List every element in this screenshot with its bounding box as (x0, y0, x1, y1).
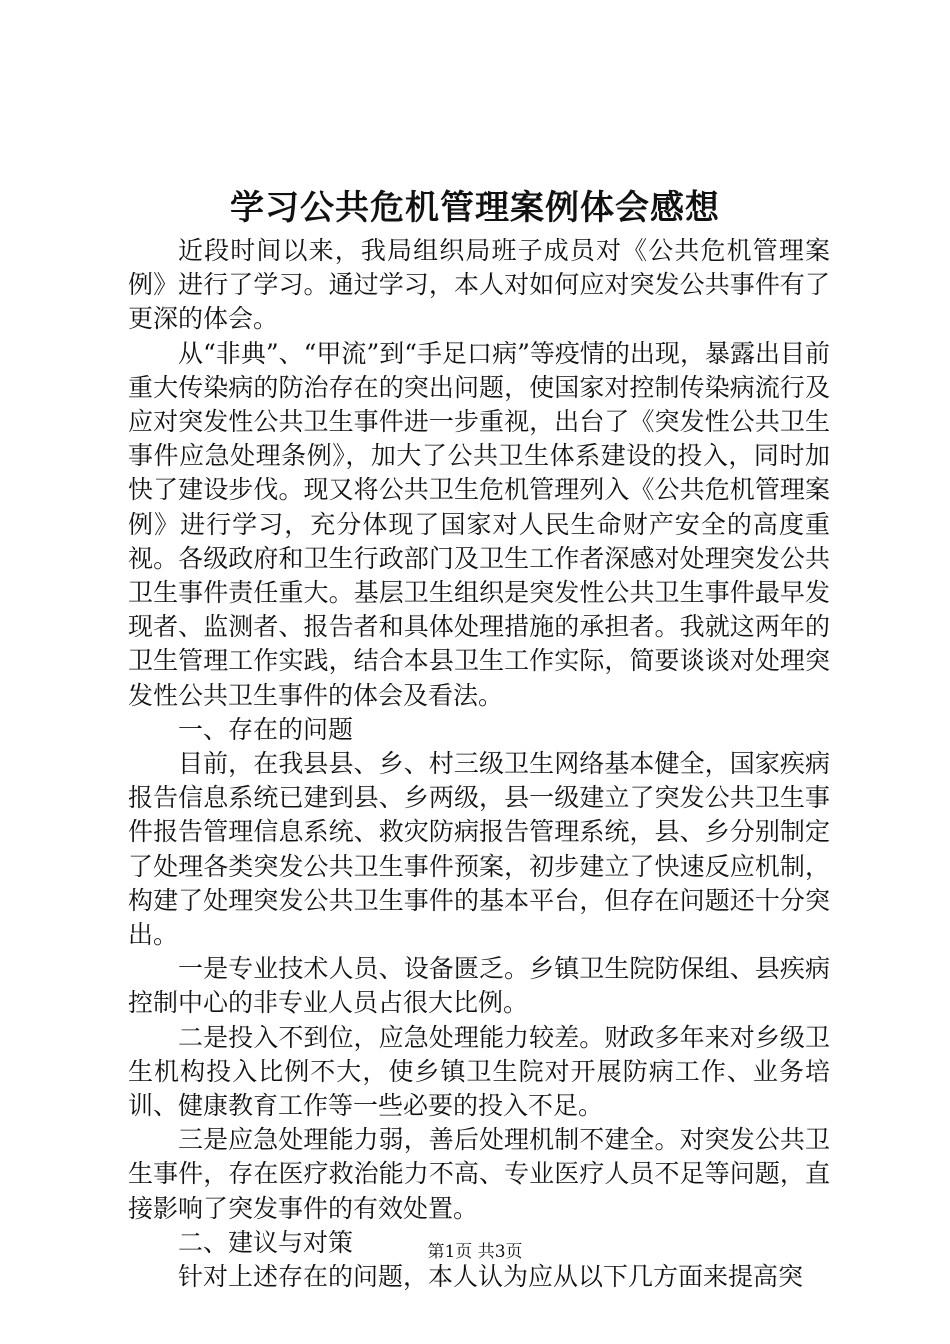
paragraph-suggestions-intro: 针对上述存在的问题，本人认为应从以下几方面来提高突 (178, 1262, 804, 1292)
paragraph-intro: 近段时间以来，我局组织局班子成员对《公共危机管理案例》进行了学习。通过学习，本人对如何应对突发公共事件有了更深的体会。 (128, 236, 830, 334)
paragraph-point-two: 二是投入不到位，应急处理能力较差。财政多年来对乡级卫生机构投入比例不大，使乡镇卫生院对开展防病工作、业务培训、健康教育工作等一些必要的投入不足。 (128, 1022, 830, 1121)
document-body (128, 234, 830, 1294)
paragraph-point-three: 三是应急处理能力弱，善后处理机制不建全。对突发公共卫生事件，存在医疗救治能力不高、专业医疗人员不足等问题，直接影响了突发事件的有效处置。 (128, 1125, 830, 1223)
page-title: 学习公共危机管理案例体会感想 (230, 188, 720, 228)
page-footer: 第1页 共3页 (427, 1242, 523, 1262)
section-heading-suggestions: 二、建议与对策 (178, 1227, 354, 1257)
paragraph-current-status: 目前，在我县县、乡、村三级卫生网络基本健全，国家疾病报告信息系统已建到县、乡两级，县一级建立了突发公共卫生事件报告管理信息系统、救灾防病报告管理系统，县、乡分别制定了处理各类突发公共卫生事件预案，初步建立了快速反应机制，构建了处理突发公共卫生事件的基本平台，但存在问题还十分突出。 (128, 749, 830, 950)
paragraph-point-one: 一是专业技术人员、设备匮乏。乡镇卫生院防保组、县疾病控制中心的非专业人员占很大比例。 (128, 954, 830, 1018)
paragraph-background: 从“非典”、“甲流”到“手足口病”等疫情的出现，暴露出目前重大传染病的防治存在的突出问题，使国家对控制传染病流行及应对突发性公共卫生事件进一步重视，出台了《突发性公共卫生事件应急处理条例》，加大了公共卫生体系建设的投入，同时加快了建设步伐。现又将公共卫生危机管理列入《公共危机管理案例》进行学习，充分体现了国家对人民生命财产安全的高度重视。各级政府和卫生行政部门及卫生工作者深感对处理突发公共卫生事件责任重大。基层卫生组织是突发性公共卫生事件最早发现者、监测者、报告者和具体处理措施的承担者。我就这两年的卫生管理工作实践，结合本县卫生工作实际，简要谈谈对处理突发性公共卫生事件的体会及看法。 (128, 338, 830, 710)
section-heading-problems: 一、存在的问题 (178, 714, 354, 744)
